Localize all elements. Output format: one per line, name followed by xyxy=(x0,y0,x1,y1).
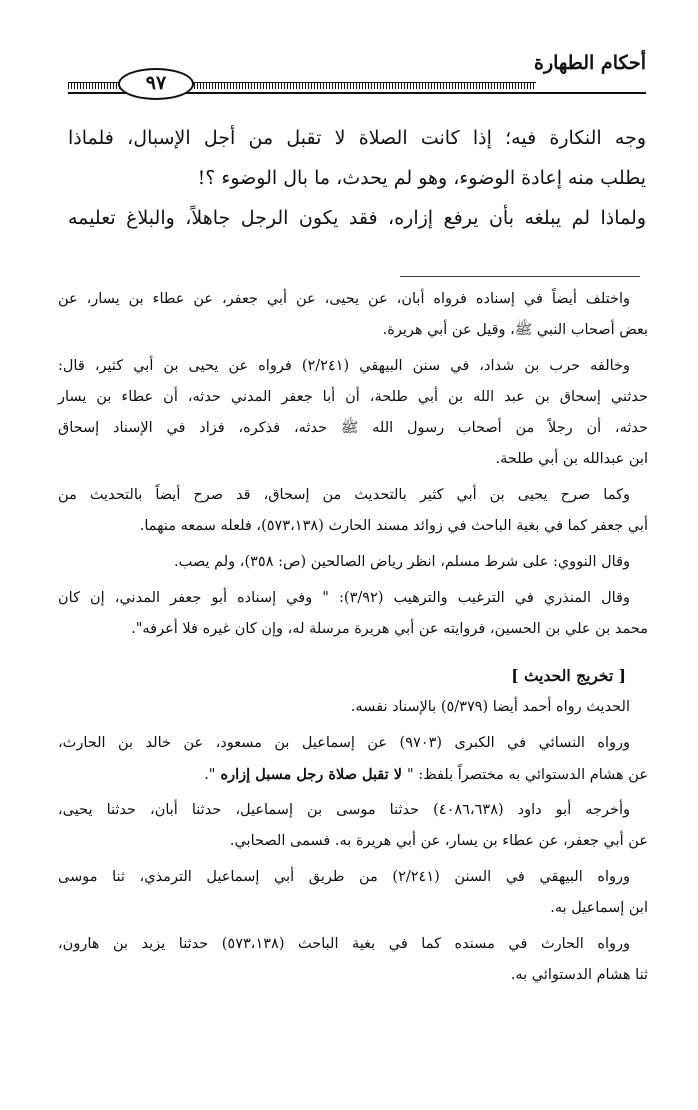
footnote-line: ورواه البيهقي في السنن (٢/٢٤١) من طريق أبي إسماعيل الترمذي، ثنا موسى xyxy=(58,869,630,885)
main-line: ولماذا لم يبلغه بأن يرفع إزاره، فقد يكون الرجل جاهلاً، والبلاغ تعليمه xyxy=(68,207,646,229)
main-line: يطلب منه إعادة الوضوء، وهو لم يحدث، ما بال الوضوء ؟! xyxy=(197,167,646,189)
footnotes xyxy=(58,284,648,991)
takhrij-heading: [ تخريج الحديث ] xyxy=(511,666,626,685)
footnote-text: عن هشام الدستوائي به مختصراً بلفظ: " xyxy=(407,767,648,783)
footnote-line: بعض أصحاب النبي ﷺ، وقيل عن أبي هريرة. xyxy=(382,322,648,338)
footnote-line: ابن عبدالله بن أبي طلحة. xyxy=(495,451,648,467)
footnote-line: وكما صرح يحيى بن أبي كثير بالتحديث من إسحاق، قد صرح أيضاً بالتحديث من xyxy=(58,487,630,503)
footnote-line: أبي جعفر كما في بغية الباحث في زوائد مسند الحارث (٥٧٣،١٣٨)، فلعله سمعه منهما. xyxy=(139,518,648,534)
footnote-line: حدثه، أن رجلاً من أصحاب رسول الله ﷺ حدثه، فذكره، فزاد في الإسناد إسحاق xyxy=(58,420,648,436)
footnote-line: ورواه النسائي في الكبرى (٩٧٠٣) عن إسماعيل بن مسعود، عن خالد بن الحارث، xyxy=(58,735,631,751)
footnote-text: ". xyxy=(204,767,216,783)
footnote-separator xyxy=(400,276,640,277)
footnote-line: محمد بن علي بن الحسين، فروايته عن أبي هريرة مرسلة له، وإن كان غيره فلا أعرفه". xyxy=(131,621,648,637)
running-title: أحكام الطهارة xyxy=(533,52,646,74)
hadith-quote: لا تقبل صلاة رجل مسبل إزاره xyxy=(215,766,408,783)
footnote-line: وقال المنذري في الترغيب والترهيب (٣/٩٢): " وفي إسناده أبو جعفر المدني، إن كان xyxy=(58,590,630,606)
footnote-line: الحديث رواه أحمد أيضا (٥/٣٧٩) بالإسناد نفسه. xyxy=(350,699,630,715)
footnote-line: ثنا هشام الدستوائي به. xyxy=(510,967,648,983)
footnote-line: وأخرجه أبو داود (٤٠٨٦،٦٣٨) حدثنا موسى بن إسماعيل، حدثنا أبان، حدثنا يحيى، xyxy=(58,802,630,818)
footnote-line: وقال النووي: على شرط مسلم، انظر رياض الصالحين (ص: ٣٥٨)، ولم يصب. xyxy=(174,554,630,570)
footnote-line: ابن إسماعيل به. xyxy=(550,900,648,916)
footnote-line: حدثني إسحاق بن عبد الله بن أبي طلحة، أن أبا جعفر المدني حدثه، أن عطاء بن يسار xyxy=(58,389,648,405)
footnote-line: عن أبي جعفر، عن عطاء بن يسار، عن أبي هريرة به. فسمى الصحابي. xyxy=(229,833,648,849)
main-line: وجه النكارة فيه؛ إذا كانت الصلاة لا تقبل من أجل الإسبال، فلماذا xyxy=(68,127,646,149)
page-header xyxy=(68,40,646,100)
footnote-line: ورواه الحارث في مسنده كما في بغية الباحث (٥٧٣،١٣٨) حدثنا يزيد بن هارون، xyxy=(58,936,631,952)
footnote-line: واختلف أيضاً في إسناده فرواه أبان، عن يحيى، عن أبي جعفر، عن عطاء بن يسار، عن xyxy=(58,291,630,307)
page-number: ٩٧ xyxy=(118,68,194,100)
footnote-line xyxy=(58,759,648,790)
main-text xyxy=(68,118,646,238)
footnote-line: وخالفه حرب بن شداد، في سنن البيهقي (٢/٢٤١) فرواه عن يحيى بن أبي كثير، قال: xyxy=(58,358,631,374)
